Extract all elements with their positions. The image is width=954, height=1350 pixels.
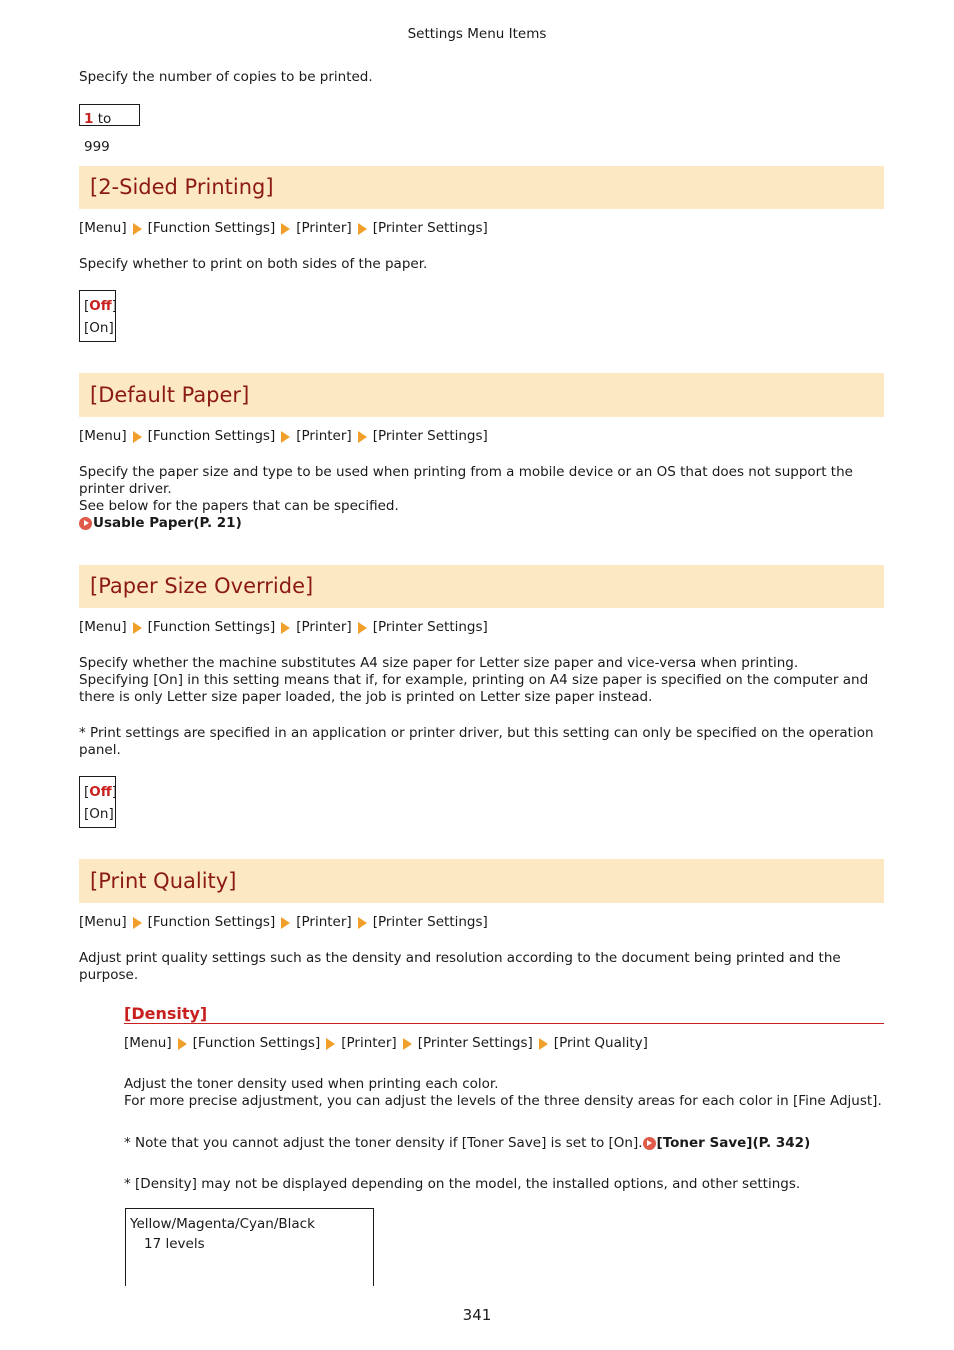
- density-note-display: * [Density] may not be displayed depending on the model, the installed options, and other settings.: [124, 1176, 801, 1192]
- breadcrumb-arrow-icon: [133, 431, 142, 443]
- breadcrumb-item: [Printer]: [296, 914, 352, 930]
- breadcrumb-item: [Function Settings]: [147, 914, 276, 930]
- breadcrumb-arrow-icon: [133, 223, 142, 235]
- density-values-box: [125, 1208, 374, 1286]
- copies-range-default: 1: [84, 111, 94, 127]
- breadcrumb-arrow-icon: [281, 223, 290, 235]
- breadcrumb-arrow-icon: [178, 1038, 187, 1050]
- breadcrumb-print-quality: [79, 914, 488, 931]
- section-two-sided-printing: [2-Sided Printing]: [79, 166, 884, 209]
- page-number: 341: [462, 1306, 492, 1324]
- toner-save-link[interactable]: [Toner Save](P. 342): [643, 1135, 811, 1152]
- breadcrumb-item: [Printer Settings]: [372, 619, 488, 635]
- breadcrumb-default-paper: [79, 428, 488, 445]
- breadcrumb-item: [Menu]: [79, 914, 127, 930]
- breadcrumb-item: [Function Settings]: [192, 1035, 321, 1051]
- breadcrumb-paper-size-override: [79, 619, 488, 636]
- option-on: [On]: [84, 320, 114, 336]
- breadcrumb-arrow-icon: [281, 917, 290, 929]
- breadcrumb-item: [Menu]: [79, 220, 127, 236]
- breadcrumb-item: [Printer Settings]: [372, 914, 488, 930]
- breadcrumb-item: [Function Settings]: [147, 220, 276, 236]
- section-print-quality: [Print Quality]: [79, 859, 884, 903]
- section-default-paper: [Default Paper]: [79, 373, 884, 417]
- link-arrow-icon: [79, 517, 92, 530]
- option-off: [Off]: [84, 298, 117, 314]
- breadcrumb-item: [Function Settings]: [147, 619, 276, 635]
- breadcrumb-item: [Menu]: [79, 428, 127, 444]
- default-paper-description: Specify the paper size and type to be used when printing from a mobile device or an OS that does not support the printer driver. See below for the papers that can be specified. Usable Paper(P. 21): [79, 464, 853, 531]
- breadcrumb-two-sided: [79, 220, 488, 237]
- breadcrumb-arrow-icon: [358, 622, 367, 634]
- two-sided-options-box: [79, 290, 116, 342]
- density-values-levels: 17 levels: [144, 1236, 205, 1252]
- copies-description: Specify the number of copies to be printed.: [79, 69, 373, 85]
- density-values-label: Yellow/Magenta/Cyan/Black: [130, 1216, 315, 1232]
- breadcrumb-item: [Function Settings]: [147, 428, 276, 444]
- copies-range-text: to 999: [84, 111, 112, 155]
- breadcrumb-item: [Printer]: [341, 1035, 397, 1051]
- breadcrumb-arrow-icon: [539, 1038, 548, 1050]
- breadcrumb-arrow-icon: [358, 431, 367, 443]
- breadcrumb-item: [Printer Settings]: [417, 1035, 533, 1051]
- breadcrumb-item: [Printer]: [296, 220, 352, 236]
- breadcrumb-item: [Menu]: [79, 619, 127, 635]
- link-arrow-icon: [643, 1137, 656, 1150]
- breadcrumb-arrow-icon: [133, 917, 142, 929]
- paper-size-override-description: Specify whether the machine substitutes A4 size paper for Letter size paper and vice-versa when printing. Specifying [On] in this setting means that if, for example, printing on A4 size paper is specified on the computer and there is only Letter size paper loaded, the job is printed on Letter size paper instead.: [79, 655, 869, 705]
- breadcrumb-item: [Printer]: [296, 428, 352, 444]
- density-description: Adjust the toner density used when printing each color. For more precise adjustment, you can adjust the levels of the three density areas for each color in [Fine Adjust].: [124, 1076, 882, 1109]
- usable-paper-link[interactable]: Usable Paper(P. 21): [79, 515, 242, 532]
- density-note-toner-save: * Note that you cannot adjust the toner density if [Toner Save] is set to [On]. [Toner Save](P. 342): [124, 1135, 811, 1151]
- breadcrumb-arrow-icon: [358, 917, 367, 929]
- breadcrumb-item: [Printer Settings]: [372, 428, 488, 444]
- breadcrumb-item: [Printer]: [296, 619, 352, 635]
- running-head: Settings Menu Items: [407, 26, 547, 42]
- breadcrumb-arrow-icon: [133, 622, 142, 634]
- subsection-density: [Density]: [124, 1005, 884, 1024]
- option-on: [On]: [84, 806, 114, 822]
- print-quality-description: Adjust print quality settings such as the density and resolution according to the document being printed and the purpose.: [79, 950, 841, 983]
- paper-size-override-note: * Print settings are specified in an application or printer driver, but this setting can only be specified on the operation panel.: [79, 725, 874, 758]
- copies-range-box: [79, 104, 140, 155]
- breadcrumb-arrow-icon: [358, 223, 367, 235]
- option-off: [Off]: [84, 784, 117, 800]
- breadcrumb-density: [124, 1035, 648, 1052]
- breadcrumb-arrow-icon: [281, 431, 290, 443]
- section-paper-size-override: [Paper Size Override]: [79, 565, 884, 608]
- breadcrumb-arrow-icon: [403, 1038, 412, 1050]
- two-sided-description: Specify whether to print on both sides of the paper.: [79, 256, 428, 272]
- breadcrumb-item: [Print Quality]: [553, 1035, 648, 1051]
- breadcrumb-item: [Menu]: [124, 1035, 172, 1051]
- breadcrumb-arrow-icon: [281, 622, 290, 634]
- paper-size-override-options-box: [79, 776, 116, 828]
- breadcrumb-arrow-icon: [326, 1038, 335, 1050]
- breadcrumb-item: [Printer Settings]: [372, 220, 488, 236]
